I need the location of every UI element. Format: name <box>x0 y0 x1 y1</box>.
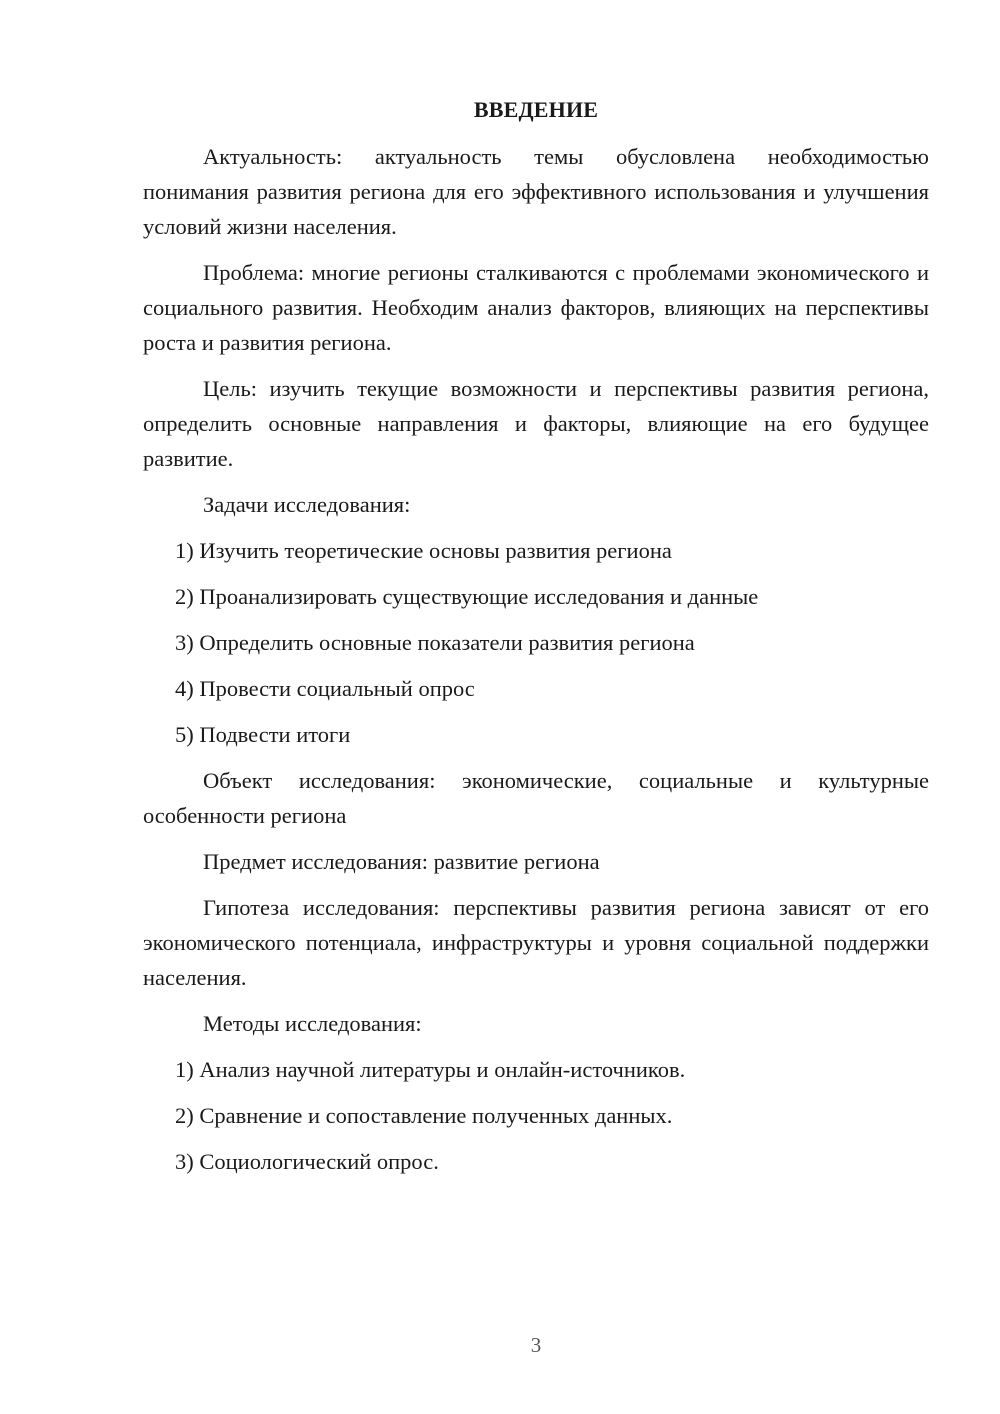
goal-paragraph: Цель: изучить текущие возможности и перспективы развития региона, определить основные направления и факторы, влияющие на его будущее развитие. <box>143 376 929 471</box>
method-item: 3) Социологический опрос. <box>175 1149 439 1174</box>
object-paragraph: Объект исследования: экономические, социальные и культурные особенности региона <box>143 768 929 828</box>
hypothesis-paragraph: Гипотеза исследования: перспективы развития региона зависят от его экономического потенциала, инфраструктуры и уровня социальной поддержки населения. <box>143 895 929 990</box>
task-item: 3) Определить основные показатели развития региона <box>175 630 695 655</box>
methods-title: Методы исследования: <box>203 1011 422 1036</box>
tasks-title: Задачи исследования: <box>203 492 411 517</box>
task-item: 5) Подвести итоги <box>175 722 351 747</box>
problem-paragraph: Проблема: многие регионы сталкиваются с проблемами экономического и социального развития. Необходим анализ факторов, влияющих на перспективы роста и развития региона. <box>143 260 929 355</box>
task-item: 2) Проанализировать существующие исследования и данные <box>175 584 759 609</box>
document-body <box>143 92 929 1190</box>
subject-paragraph: Предмет исследования: развитие региона <box>203 849 600 874</box>
method-item: 2) Сравнение и сопоставление полученных данных. <box>175 1103 673 1128</box>
section-heading: ВВЕДЕНИЕ <box>473 97 599 122</box>
page-number: 3 <box>530 1333 542 1357</box>
task-item: 4) Провести социальный опрос <box>175 676 475 701</box>
task-item: 1) Изучить теоретические основы развития региона <box>175 538 672 563</box>
relevance-paragraph: Актуальность: актуальность темы обусловлена необходимостью понимания развития региона для его эффективного использования и улучшения условий жизни населения. <box>143 144 929 239</box>
method-item: 1) Анализ научной литературы и онлайн-источников. <box>175 1057 686 1082</box>
